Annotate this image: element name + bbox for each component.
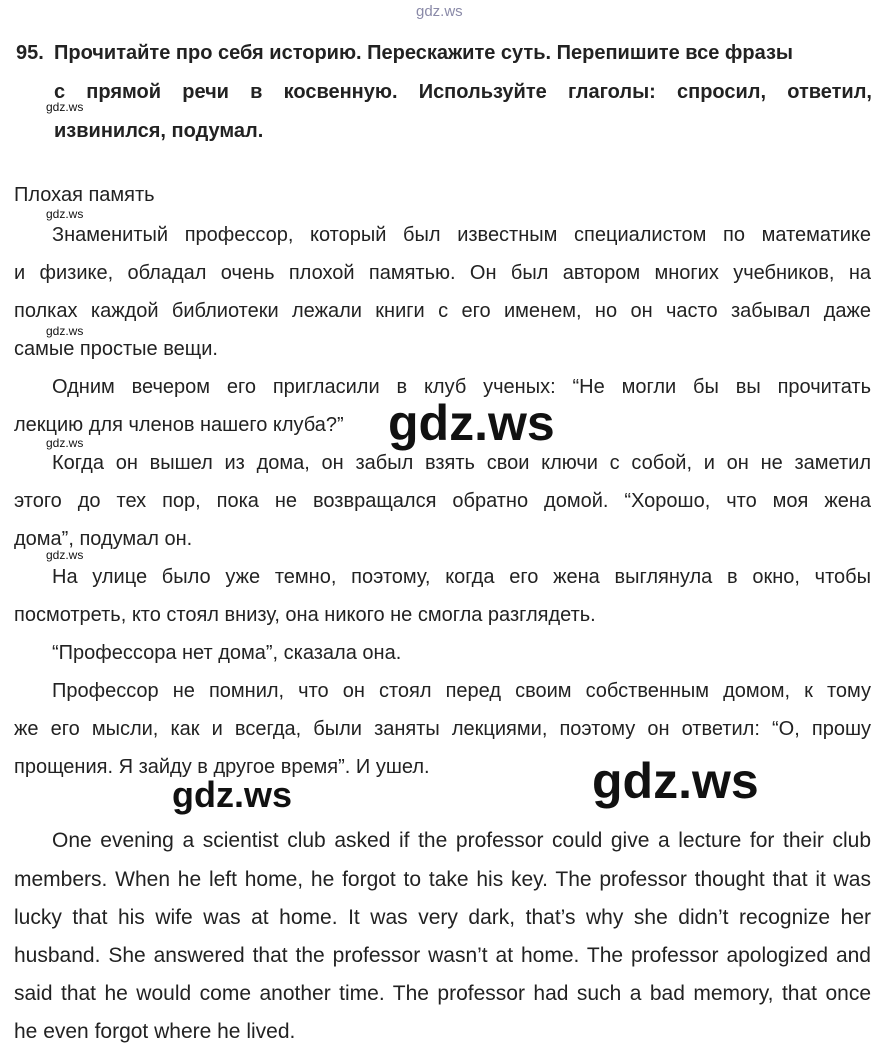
task-number: 95. [16, 42, 44, 64]
story-line: Одним вечером его пригласили в клуб ученых: “Не могли бы вы прочитать [52, 376, 871, 398]
story-line: “Профессора нет дома”, сказала она. [52, 642, 402, 664]
task-line: Прочитайте про себя историю. Перескажите суть. Перепишите все фразы [54, 42, 793, 64]
story-line: На улице было уже темно, поэтому, когда его жена выглянула в окно, чтобы [52, 566, 871, 588]
task-instruction [16, 34, 872, 151]
summary-line: members. When he left home, he forgot to take his key. The professor thought that it was [14, 868, 871, 891]
summary-line: One evening a scientist club asked if the professor could give a lecture for their club [52, 829, 871, 852]
watermark-large: gdz.ws [592, 753, 759, 809]
story-line: дома”, подумал он. [14, 528, 193, 550]
story-title: Плохая память [14, 184, 155, 206]
summary-line: husband. She answered that the professor wasn’t at home. The professor apologized and [14, 944, 871, 967]
watermark-small: gdz.ws [46, 324, 84, 338]
summary-line: lucky that his wife was at home. It was very dark, that’s why she didn’t recognize her [14, 906, 871, 929]
story-line: полках каждой библиотеки лежали книги с его именем, но он часто забывал даже [14, 300, 871, 322]
summary-line: he even forgot where he lived. [14, 1020, 296, 1043]
story-line: же его мысли, как и всегда, были заняты лекциями, поэтому он ответил: “О, прошу [14, 718, 871, 740]
story-line: прощения. Я зайду в другое время”. И ушел. [14, 756, 430, 778]
story-line: Знаменитый профессор, который был известным специалистом по математике [52, 224, 871, 246]
story-line: и физике, обладал очень плохой памятью. Он был автором многих учебников, на [14, 262, 871, 284]
watermark-small: gdz.ws [46, 436, 84, 450]
story-line: лекцию для членов нашего клуба?” [14, 414, 344, 436]
story-line: Профессор не помнил, что он стоял перед своим собственным домом, к тому [52, 680, 871, 702]
watermark-large: gdz.ws [388, 395, 555, 451]
watermark-small: gdz.ws [46, 100, 84, 114]
watermark-small: gdz.ws [46, 548, 84, 562]
story-line: посмотреть, кто стоял внизу, она никого не смогла разглядеть. [14, 604, 596, 626]
story-line: этого до тех пор, пока не возвращался обратно домой. “Хорошо, что моя жена [14, 490, 871, 512]
watermark-top: gdz.ws [416, 3, 463, 20]
story-line: Когда он вышел из дома, он забыл взять свои ключи с собой, и он не заметил [52, 452, 871, 474]
summary-line: said that he would come another time. The professor had such a bad memory, that once [14, 982, 871, 1005]
task-line: с прямой речи в косвенную. Используйте глаголы: спросил, ответил, [54, 81, 872, 103]
story-line: самые простые вещи. [14, 338, 218, 360]
watermark-small: gdz.ws [46, 207, 84, 221]
task-line: извинился, подумал. [54, 120, 264, 142]
watermark-medium: gdz.ws [172, 774, 293, 815]
